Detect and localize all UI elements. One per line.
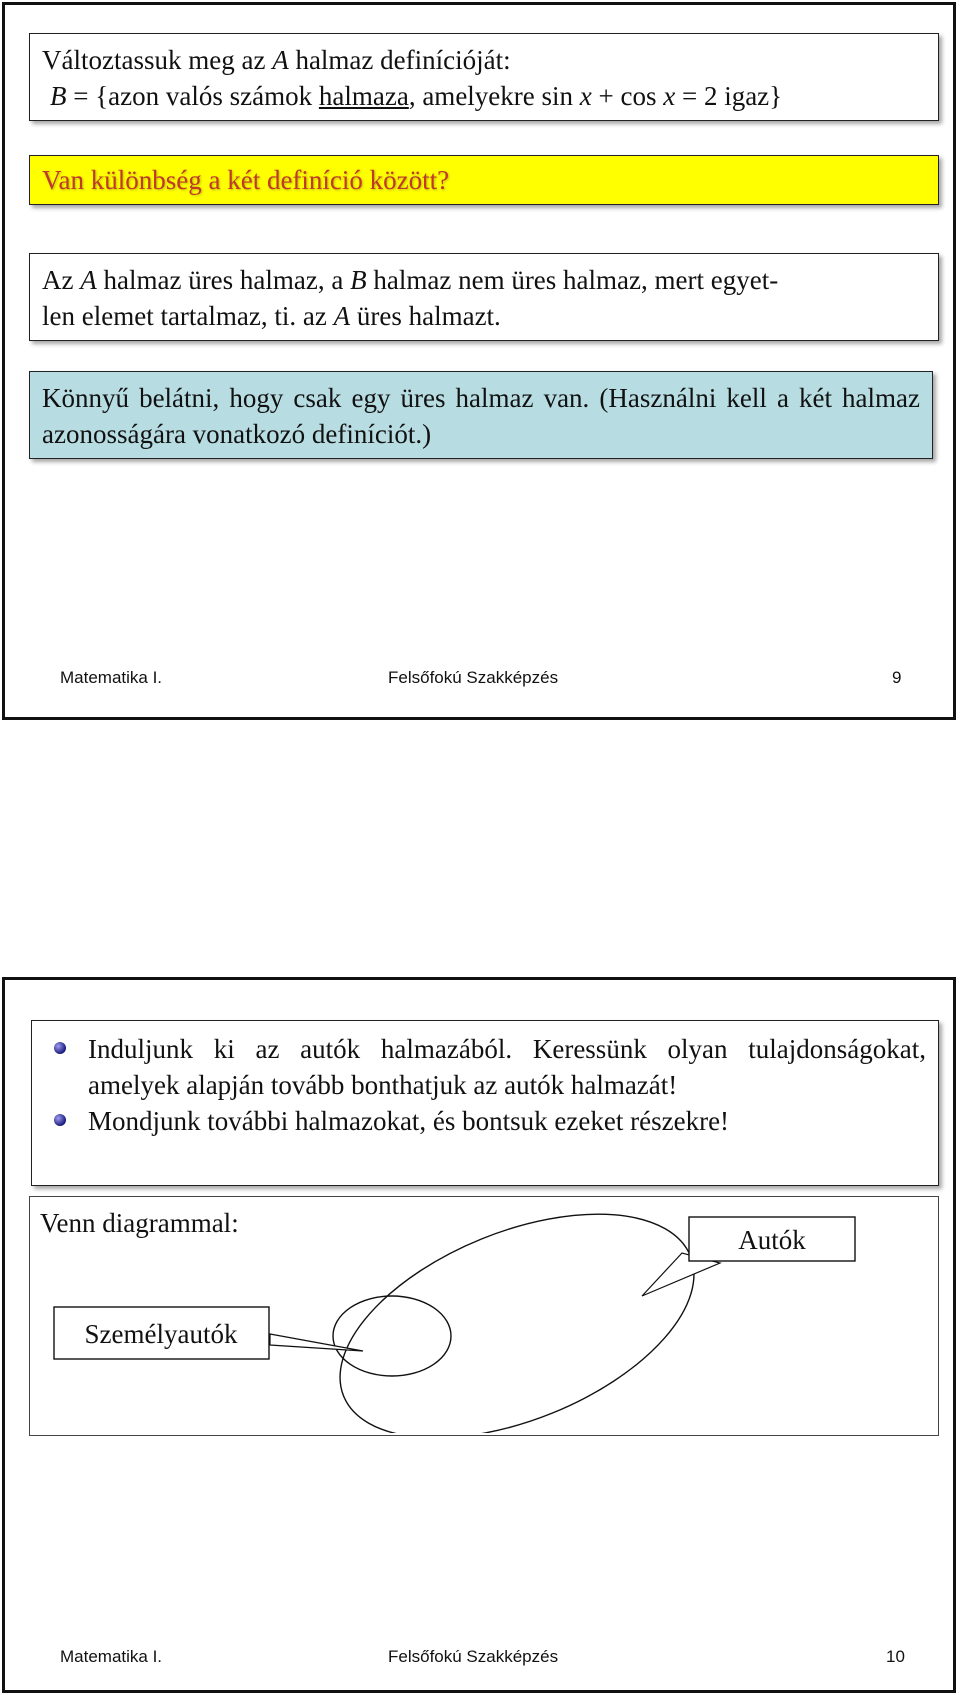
slide-9	[2, 2, 956, 720]
footer-center: Felsőfokú Szakképzés	[388, 1647, 559, 1666]
venn-diagram	[30, 1197, 936, 1433]
note-text: Könnyű belátni, hogy csak egy üres halmaz van. (Használni kell a két halmaz azonosságára vonatkozó definíciót.)	[42, 383, 920, 449]
definition-line-2: B = {azon valós számok halmaza, amelyekre sin x + cos x = 2 igaz}	[50, 81, 783, 111]
question-text: Van különbség a két definíció között?	[42, 165, 450, 195]
inner-set-szemelyautok	[333, 1296, 451, 1376]
definition-box	[29, 33, 939, 121]
venn-box	[29, 1196, 939, 1436]
footer-left: Matematika I.	[60, 668, 163, 687]
bullet-icon	[54, 1042, 66, 1054]
definition-line-1: Változtassuk meg az A halmaz definícióját:	[42, 45, 511, 75]
outer-set-autok	[308, 1197, 725, 1433]
venn-heading: Venn diagrammal:	[40, 1208, 239, 1238]
footer-center: Felsőfokú Szakképzés	[388, 668, 559, 687]
page-number: 9	[892, 668, 902, 687]
slide-10	[2, 977, 956, 1693]
bullet-box	[31, 1020, 939, 1186]
bullet-item-1: Induljunk ki az autók halmazából. Keressünk olyan tulajdonságokat, amelyek alapján tovább bonthatjuk az autók halmazát!	[44, 1031, 926, 1103]
page-number: 10	[886, 1647, 905, 1666]
autok-label: Autók	[738, 1225, 806, 1255]
question-box	[29, 155, 939, 205]
footer-left: Matematika I.	[60, 1647, 163, 1666]
answer-box: Az A halmaz üres halmaz, a B halmaz nem üres halmaz, mert egyet- len elemet tartalmaz, ti. az A üres halmazt.	[29, 253, 939, 341]
bullet-item-2: Mondjunk további halmazokat, és bontsuk ezeket részekre!	[44, 1103, 926, 1139]
note-box	[29, 371, 933, 459]
szemelyautok-label: Személyautók	[84, 1319, 238, 1349]
bullet-icon	[54, 1114, 66, 1126]
